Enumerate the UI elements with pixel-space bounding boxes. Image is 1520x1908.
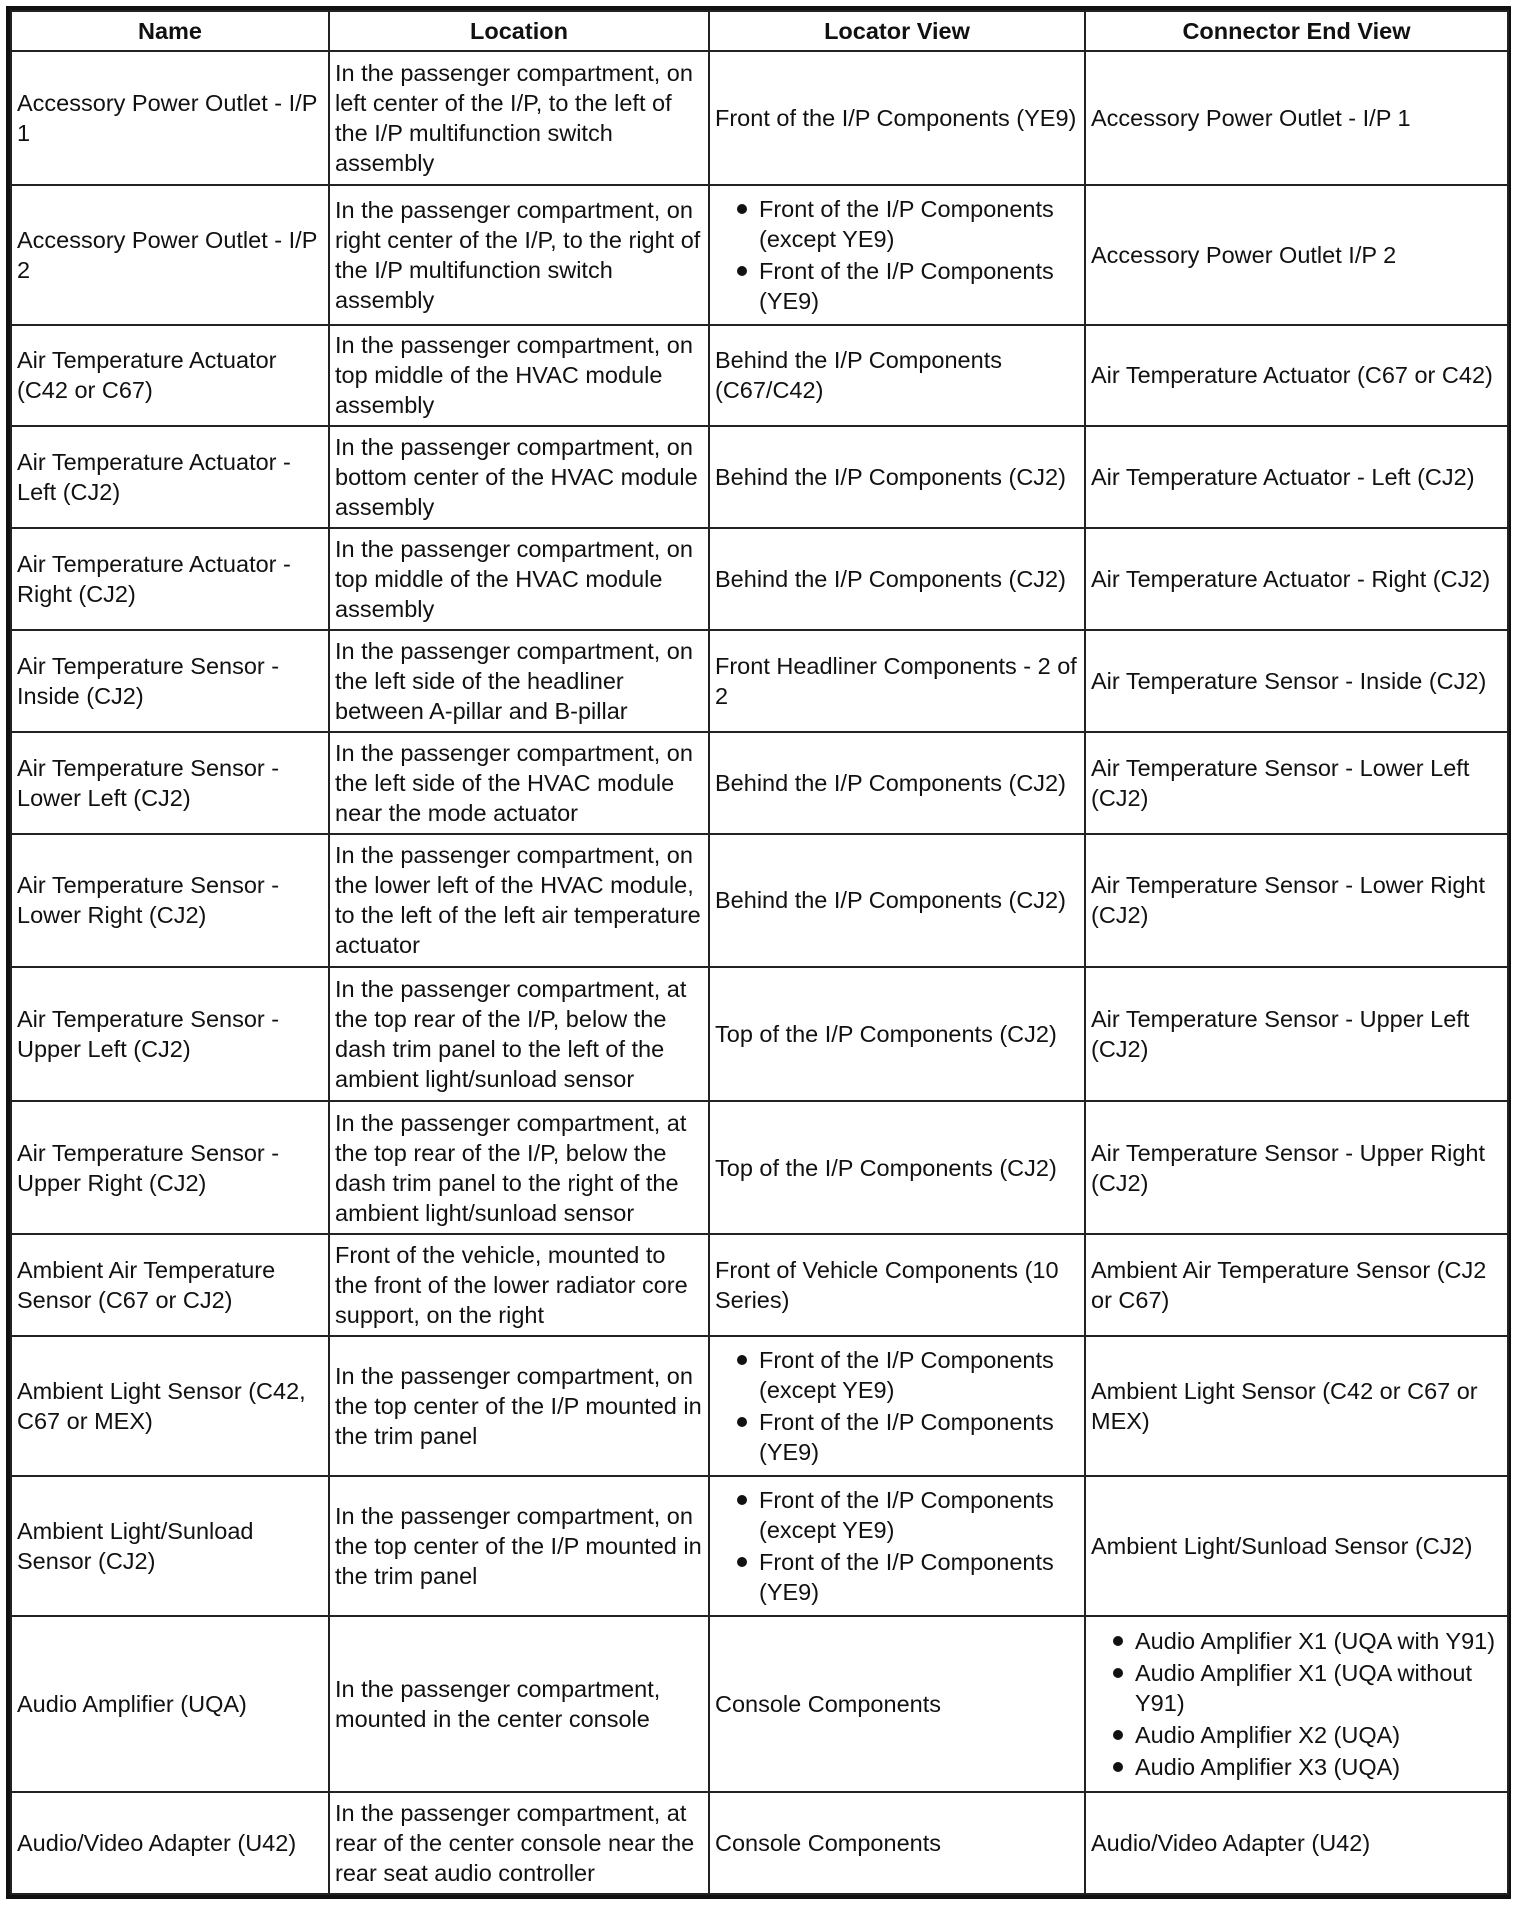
connector-end-view-cell: Air Temperature Sensor - Upper Left (CJ2) (1085, 967, 1508, 1101)
locator-view-cell: Behind the I/P Components (CJ2) (709, 528, 1085, 630)
name-cell: Air Temperature Actuator - Right (CJ2) (11, 528, 329, 630)
header-connector-end-view: Connector End View (1085, 11, 1508, 51)
connector-end-view-list-item: Audio Amplifier X1 (UQA with Y91) (1091, 1626, 1503, 1656)
location-cell: In the passenger compartment, at rear of the center console near the rear seat audio controller (329, 1792, 709, 1894)
locator-view-list-item: Front of the I/P Components (except YE9) (715, 1345, 1080, 1405)
locator-view-list (715, 1345, 1080, 1467)
connector-end-view-cell: Air Temperature Actuator - Left (CJ2) (1085, 426, 1508, 528)
location-cell: In the passenger compartment, on left center of the I/P, to the left of the I/P multifunction switch assembly (329, 51, 709, 185)
locator-view-cell: Behind the I/P Components (CJ2) (709, 834, 1085, 968)
locator-view-cell: Front Headliner Components - 2 of 2 (709, 630, 1085, 732)
location-cell: In the passenger compartment, on the left side of the HVAC module near the mode actuator (329, 732, 709, 834)
name-cell: Air Temperature Sensor - Lower Right (CJ2) (11, 834, 329, 968)
connector-end-view-cell: Ambient Air Temperature Sensor (CJ2 or C67) (1085, 1234, 1508, 1336)
connector-end-view-cell: Air Temperature Sensor - Lower Right (CJ2) (1085, 834, 1508, 968)
location-cell: In the passenger compartment, on the lower left of the HVAC module, to the left of the left air temperature actuator (329, 834, 709, 968)
header-row (11, 11, 1508, 51)
table-row (11, 1234, 1508, 1336)
name-cell: Ambient Air Temperature Sensor (C67 or CJ2) (11, 1234, 329, 1336)
table-row (11, 630, 1508, 732)
locator-view-cell: Top of the I/P Components (CJ2) (709, 967, 1085, 1101)
locator-view-list (715, 1485, 1080, 1607)
location-cell: In the passenger compartment, on the left side of the headliner between A-pillar and B-pillar (329, 630, 709, 732)
location-cell: In the passenger compartment, on bottom center of the HVAC module assembly (329, 426, 709, 528)
locator-view-cell: Behind the I/P Components (CJ2) (709, 426, 1085, 528)
name-cell: Audio Amplifier (UQA) (11, 1616, 329, 1792)
location-cell: Front of the vehicle, mounted to the front of the lower radiator core support, on the right (329, 1234, 709, 1336)
table-row (11, 325, 1508, 427)
table-row (11, 426, 1508, 528)
connector-end-view-list (1091, 1626, 1503, 1782)
table-row (11, 51, 1508, 185)
table-row (11, 185, 1508, 325)
name-cell: Ambient Light Sensor (C42, C67 or MEX) (11, 1336, 329, 1476)
table-body (11, 51, 1508, 1894)
connector-end-view-cell: Accessory Power Outlet I/P 2 (1085, 185, 1508, 325)
locator-view-list-item: Front of the I/P Components (except YE9) (715, 194, 1080, 254)
component-locator-table-frame (6, 6, 1511, 1899)
name-cell: Air Temperature Sensor - Lower Left (CJ2) (11, 732, 329, 834)
location-cell: In the passenger compartment, mounted in the center console (329, 1616, 709, 1792)
location-cell: In the passenger compartment, at the top rear of the I/P, below the dash trim panel to the left of the ambient light/sunload sensor (329, 967, 709, 1101)
locator-view-list-item: Front of the I/P Components (except YE9) (715, 1485, 1080, 1545)
name-cell: Air Temperature Actuator - Left (CJ2) (11, 426, 329, 528)
table-row (11, 1476, 1508, 1616)
connector-end-view-cell: Ambient Light/Sunload Sensor (CJ2) (1085, 1476, 1508, 1616)
locator-view-list-item: Front of the I/P Components (YE9) (715, 256, 1080, 316)
location-cell: In the passenger compartment, on the top center of the I/P mounted in the trim panel (329, 1336, 709, 1476)
table-row (11, 1101, 1508, 1235)
header-name: Name (11, 11, 329, 51)
connector-end-view-cell: Accessory Power Outlet - I/P 1 (1085, 51, 1508, 185)
locator-view-cell (709, 1336, 1085, 1476)
header-locator-view: Locator View (709, 11, 1085, 51)
name-cell: Air Temperature Sensor - Inside (CJ2) (11, 630, 329, 732)
connector-end-view-list-item: Audio Amplifier X2 (UQA) (1091, 1720, 1503, 1750)
connector-end-view-list-item: Audio Amplifier X3 (UQA) (1091, 1752, 1503, 1782)
table-row (11, 967, 1508, 1101)
name-cell: Ambient Light/Sunload Sensor (CJ2) (11, 1476, 329, 1616)
component-locator-table (10, 10, 1509, 1895)
name-cell: Accessory Power Outlet - I/P 1 (11, 51, 329, 185)
connector-end-view-cell: Air Temperature Actuator - Right (CJ2) (1085, 528, 1508, 630)
connector-end-view-cell: Air Temperature Sensor - Upper Right (CJ2) (1085, 1101, 1508, 1235)
locator-view-cell: Front of Vehicle Components (10 Series) (709, 1234, 1085, 1336)
locator-view-cell (709, 185, 1085, 325)
connector-end-view-list-item: Audio Amplifier X1 (UQA without Y91) (1091, 1658, 1503, 1718)
table-row (11, 528, 1508, 630)
table-row (11, 1336, 1508, 1476)
locator-view-cell: Behind the I/P Components (CJ2) (709, 732, 1085, 834)
location-cell: In the passenger compartment, on top middle of the HVAC module assembly (329, 325, 709, 427)
locator-view-list (715, 194, 1080, 316)
connector-end-view-cell: Air Temperature Actuator (C67 or C42) (1085, 325, 1508, 427)
name-cell: Air Temperature Actuator (C42 or C67) (11, 325, 329, 427)
locator-view-cell: Console Components (709, 1792, 1085, 1894)
location-cell: In the passenger compartment, on top middle of the HVAC module assembly (329, 528, 709, 630)
location-cell: In the passenger compartment, on the top center of the I/P mounted in the trim panel (329, 1476, 709, 1616)
connector-end-view-cell: Air Temperature Sensor - Lower Left (CJ2) (1085, 732, 1508, 834)
location-cell: In the passenger compartment, on right center of the I/P, to the right of the I/P multifunction switch assembly (329, 185, 709, 325)
locator-view-list-item: Front of the I/P Components (YE9) (715, 1547, 1080, 1607)
connector-end-view-cell (1085, 1616, 1508, 1792)
header-location: Location (329, 11, 709, 51)
locator-view-cell: Console Components (709, 1616, 1085, 1792)
table-row (11, 1616, 1508, 1792)
locator-view-cell (709, 1476, 1085, 1616)
connector-end-view-cell: Air Temperature Sensor - Inside (CJ2) (1085, 630, 1508, 732)
locator-view-cell: Top of the I/P Components (CJ2) (709, 1101, 1085, 1235)
name-cell: Air Temperature Sensor - Upper Left (CJ2) (11, 967, 329, 1101)
connector-end-view-cell: Audio/Video Adapter (U42) (1085, 1792, 1508, 1894)
locator-view-cell: Front of the I/P Components (YE9) (709, 51, 1085, 185)
name-cell: Audio/Video Adapter (U42) (11, 1792, 329, 1894)
locator-view-cell: Behind the I/P Components (C67/C42) (709, 325, 1085, 427)
table-row (11, 834, 1508, 968)
table-row (11, 732, 1508, 834)
connector-end-view-cell: Ambient Light Sensor (C42 or C67 or MEX) (1085, 1336, 1508, 1476)
locator-view-list-item: Front of the I/P Components (YE9) (715, 1407, 1080, 1467)
table-row (11, 1792, 1508, 1894)
name-cell: Accessory Power Outlet - I/P 2 (11, 185, 329, 325)
name-cell: Air Temperature Sensor - Upper Right (CJ2) (11, 1101, 329, 1235)
location-cell: In the passenger compartment, at the top rear of the I/P, below the dash trim panel to the right of the ambient light/sunload sensor (329, 1101, 709, 1235)
